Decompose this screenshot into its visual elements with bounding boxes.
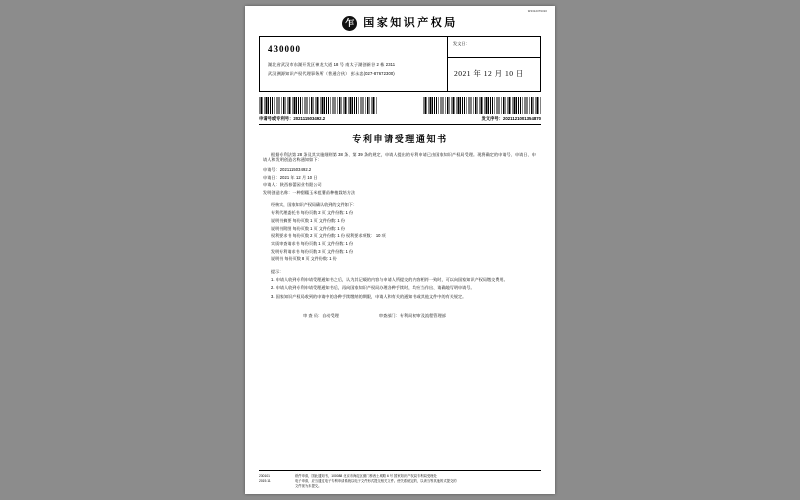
document-body bbox=[263, 152, 537, 319]
footer-top bbox=[259, 474, 541, 489]
serial-number-field bbox=[482, 116, 541, 122]
footer-line: 纸件申请，国此通知书，100088 北京市海淀区蓟门桥西土城路 6 号 国家知识产权局专利局受理处 bbox=[295, 474, 437, 479]
list-item: 权利要求书 每份页数 2 页 文件份数: 1 份 权利要求项数： 10 项 bbox=[271, 233, 386, 239]
intro-paragraph: 根据专利法第 28 条及其实施细则第 38 条、第 39 条的规定，申请人提出的专利申请已由国家知识产权局受理。现将确定的申请号、申请日、申请人和发明创造名称通知如下： bbox=[263, 151, 536, 163]
issue-date-block bbox=[447, 37, 540, 91]
notes-heading: 提示： bbox=[271, 268, 284, 274]
recipient-address bbox=[260, 37, 447, 91]
list-item: 说明书附图 每份页数 1 页 文件份数: 1 份 bbox=[271, 225, 345, 231]
barcode-application-number bbox=[259, 97, 377, 114]
field-value: 202111503492.2 bbox=[279, 166, 312, 172]
note-item: 1. 申请人收到专利申请受理通知书之后，认为其记载的内容与申请人所提交的内容相符一致时，可以向国家知识产权局缴交费用。 bbox=[271, 277, 508, 283]
document-page bbox=[245, 6, 555, 494]
footer-form-code bbox=[259, 474, 289, 489]
list-item: 发明专利请求书 每份页数 3 页 文件份数: 1 份 bbox=[271, 248, 354, 254]
note-item: 2. 申请人收到专利申请受理通知书后，再向国家知识产权局办理各种手续时，均应当作出、请确地写明申请号。 bbox=[271, 285, 475, 291]
documents-heading: 经核实，国家知识产权局确认收到的文件如下： bbox=[271, 201, 357, 207]
address-block bbox=[259, 37, 541, 92]
list-item: 说明书摘要 每份页数 1 页 文件份数: 1 份 bbox=[271, 217, 345, 223]
list-item: 说明书 每份页数 8 页 文件份数: 1 份 bbox=[271, 256, 337, 262]
organization-title: 国家知识产权局 bbox=[363, 17, 458, 30]
issue-date-label: 发文日： bbox=[453, 41, 470, 46]
barcode-row bbox=[259, 97, 541, 114]
form-code-line: 230101 bbox=[259, 474, 271, 479]
notes-list bbox=[263, 277, 537, 299]
examiner-label: 审 查 员： bbox=[303, 313, 323, 319]
application-number-value: 202111503492.2 bbox=[293, 116, 326, 121]
signature-row bbox=[303, 313, 537, 319]
field-value: 陕西春蕾园业有限公司 bbox=[279, 182, 322, 188]
application-number-field bbox=[259, 116, 325, 122]
field-value: 2021 年 12 月 10 日 bbox=[279, 174, 318, 180]
field-invention-title bbox=[263, 190, 537, 196]
barcode-serial-number bbox=[423, 97, 541, 114]
documents-list bbox=[263, 210, 537, 262]
issue-date-value: 2021 年 12 月 10 日 bbox=[448, 57, 540, 91]
masthead bbox=[245, 16, 555, 31]
form-date-line: 2019.11 bbox=[259, 479, 271, 484]
identifier-row bbox=[259, 116, 541, 122]
footer-line: 文件视为未提交。 bbox=[295, 484, 322, 489]
national-emblem-icon: 乍 bbox=[342, 16, 357, 31]
footer-instructions bbox=[295, 474, 541, 489]
list-item: 实质审查请求书 每份页数 1 页 文件份数: 1 份 bbox=[271, 240, 354, 246]
field-label: 申请号： bbox=[263, 166, 280, 172]
field-applicant bbox=[263, 182, 537, 188]
field-application-date bbox=[263, 175, 537, 181]
field-label: 发明创造名称： bbox=[263, 190, 293, 196]
department-field bbox=[379, 313, 446, 319]
department-value: 专利局初审及流程管理部 bbox=[399, 313, 446, 319]
field-value: 一种甜糯玉米苞薯苗种植栽培方法 bbox=[292, 190, 356, 196]
serial-number-label: 发文序号： bbox=[481, 116, 503, 121]
footer-line: 电子申请，应当通过电子专利申请系统以电子文件形式提交相关文件。使关系统定的，以该当等其他的式提交的 bbox=[295, 479, 457, 484]
address-line-2: 武汉溯源知识产权代理事务所（普通合伙） 彭永忠(027-87672300) bbox=[268, 70, 395, 76]
document-title: 专利申请受理通知书 bbox=[352, 133, 448, 144]
list-item: 专利代理委托书 每份页数 2 页 文件份数: 1 份 bbox=[271, 210, 354, 216]
document-code: W2312379310 bbox=[527, 10, 547, 13]
identifier-divider bbox=[259, 124, 541, 125]
field-application-number bbox=[263, 167, 537, 173]
address-line-1: 湖北省武汉市东湖开发区神龙大道 18 号 南太子湖创新谷 2 栋 2311 bbox=[268, 62, 396, 68]
department-label: 审查部门： bbox=[378, 313, 400, 319]
postal-code: 430000 bbox=[268, 44, 301, 54]
footer-divider bbox=[259, 470, 541, 471]
examiner-value: 自动受理 bbox=[322, 313, 339, 319]
page-footer bbox=[245, 470, 555, 489]
examiner-field bbox=[303, 313, 339, 319]
note-item: 3. 国家知识产权局收到的申请中的各种手续缴纳的期限，申请人和有关的通知书或其他文件中的有关规定。 bbox=[271, 293, 467, 299]
field-label: 申请日： bbox=[263, 174, 280, 180]
application-number-label: 申请号或专利号： bbox=[259, 116, 294, 121]
serial-number-value: 2021121001354870 bbox=[503, 116, 541, 121]
field-label: 申请人： bbox=[263, 182, 280, 188]
